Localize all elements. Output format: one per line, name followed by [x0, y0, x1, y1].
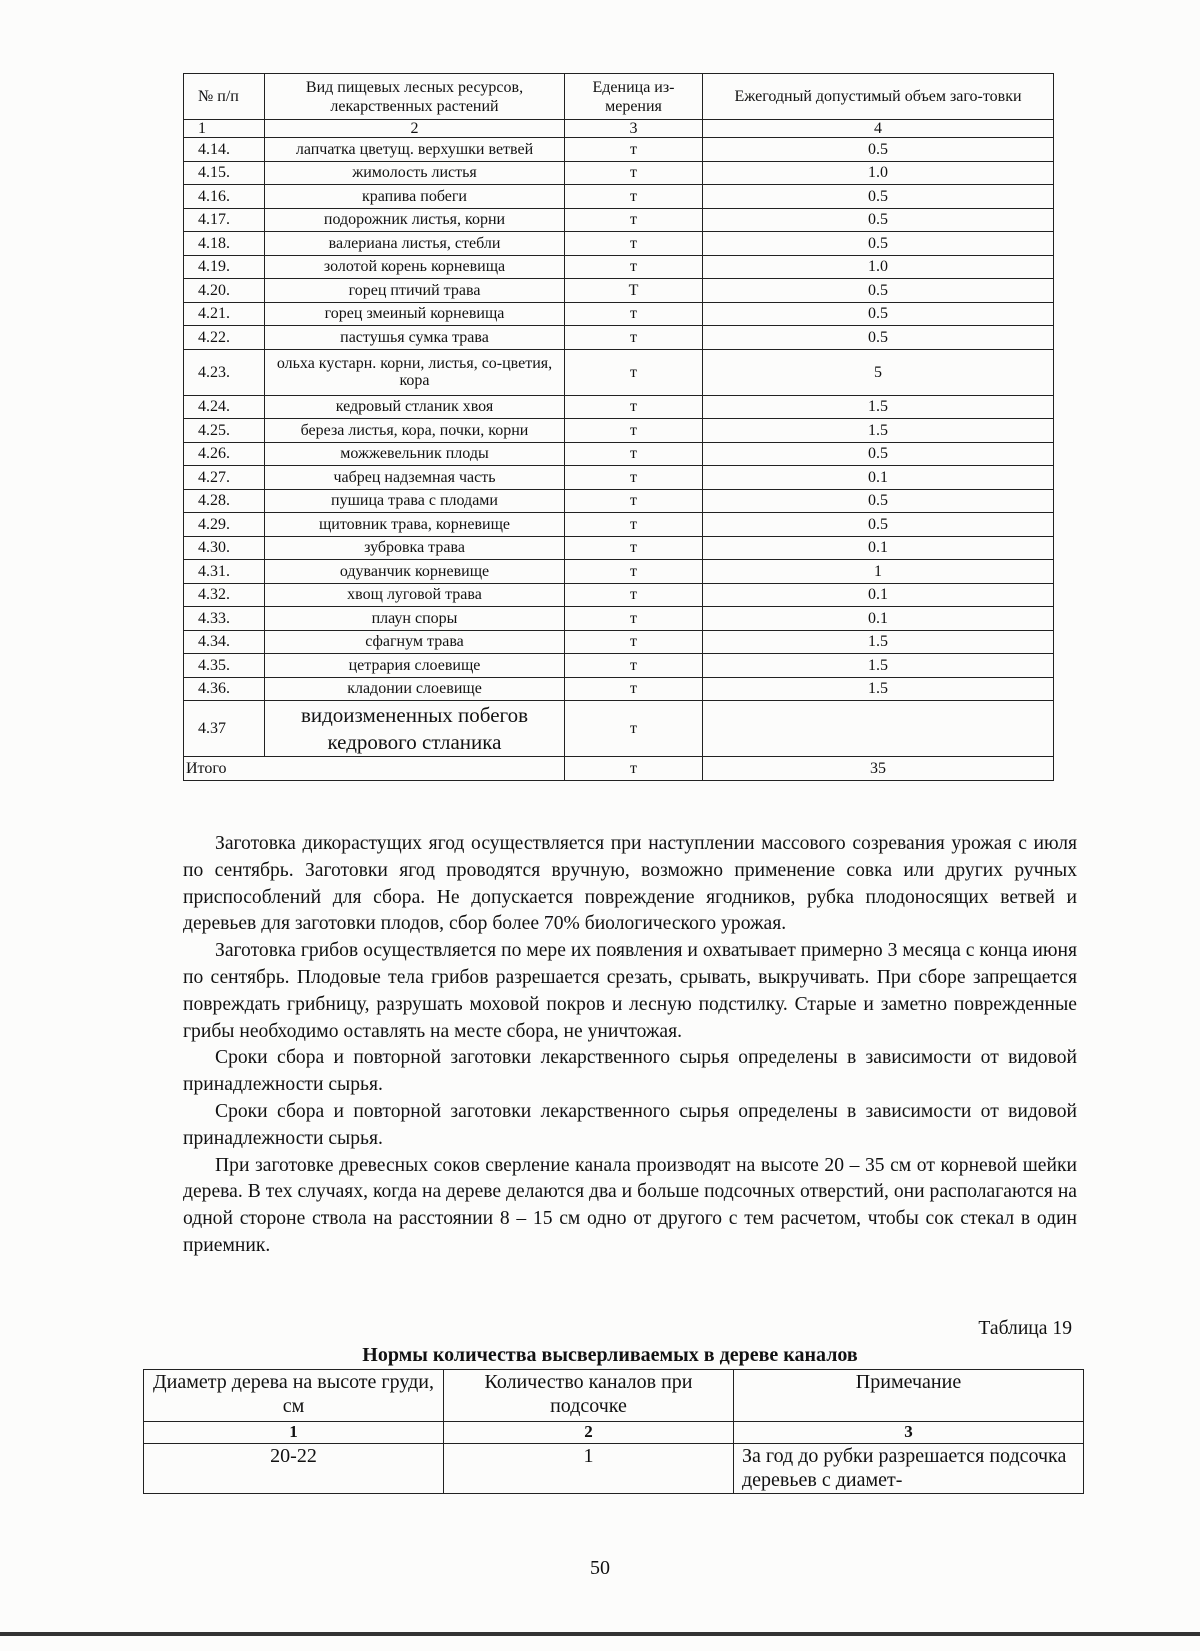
table-row: [184, 466, 1054, 490]
paragraph-medicinal-2: Сроки сбора и повторной заготовки лекарственного сырья определены в зависимости от видовой принадлежности сырья.: [183, 1100, 1077, 1149]
cell-unit: т: [565, 513, 703, 537]
column-number: 3: [565, 120, 703, 138]
cell-number: 4.27.: [184, 466, 265, 490]
cell-resource-name: зубровка трава: [265, 536, 565, 560]
paragraph-mushrooms: Заготовка грибов осуществляется по мере их появления и охватывает примерно 3 месяца с конца июня по сентябрь. Плодовые тела грибов разрешается срезать, срывать, выкручивать. При сборе запрещается повреждать грибницу, разрушать моховой покров и лесную подстилку. Старые и заметно поврежденные грибы необходимо оставлять на месте сбора, не уничтожая.: [183, 940, 1077, 1042]
cell-volume: 0.5: [703, 138, 1054, 162]
cell-unit: т: [565, 255, 703, 279]
table-row: [184, 536, 1054, 560]
cell-volume: 0.1: [703, 466, 1054, 490]
table-row: [184, 489, 1054, 513]
total-label: Итого: [184, 757, 565, 781]
cell-number: 4.22.: [184, 326, 265, 350]
cell-unit: т: [565, 583, 703, 607]
cell-resource-name: кладонии слоевище: [265, 677, 565, 701]
table-row: [184, 185, 1054, 209]
cell-volume: 0.5: [703, 442, 1054, 466]
cell-resource-name: одуванчик корневище: [265, 560, 565, 584]
cell-volume: [703, 701, 1054, 757]
cell-unit: т: [565, 185, 703, 209]
table-title: Нормы количества высверливаемых в дереве каналов: [362, 1344, 858, 1366]
cell-number: 4.18.: [184, 232, 265, 256]
cell-volume: 1.5: [703, 630, 1054, 654]
table-row: [184, 395, 1054, 419]
cell-volume: 1: [703, 560, 1054, 584]
cell-volume: 0.5: [703, 185, 1054, 209]
table-row: [184, 279, 1054, 303]
cell-unit: т: [565, 466, 703, 490]
header-unit: Еденица из-мерения: [565, 74, 703, 120]
cell-volume: 1.5: [703, 395, 1054, 419]
cell-unit: т: [565, 208, 703, 232]
channels-table: [143, 1369, 1084, 1494]
cell-number: 4.24.: [184, 395, 265, 419]
body-text: [183, 831, 1077, 1260]
cell-note: За год до рубки разрешается подсочка деревьев с диамет-: [734, 1444, 1084, 1494]
column-number-row: [144, 1422, 1084, 1444]
cell-resource-name: можжевельник плоды: [265, 442, 565, 466]
table-row: [184, 654, 1054, 678]
cell-unit: т: [565, 560, 703, 584]
cell-resource-name: чабрец надземная часть: [265, 466, 565, 490]
cell-unit: т: [565, 395, 703, 419]
header-note: Примечание: [734, 1370, 1084, 1422]
cell-resource-name: сфагнум трава: [265, 630, 565, 654]
header-number: № п/п: [184, 74, 265, 120]
cell-number: 4.26.: [184, 442, 265, 466]
table-row: [184, 677, 1054, 701]
page-number: 50: [590, 1557, 610, 1579]
table-row: [184, 161, 1054, 185]
cell-resource-name: пастушья сумка трава: [265, 326, 565, 350]
cell-unit: т: [565, 326, 703, 350]
cell-unit: т: [565, 536, 703, 560]
table-row: [184, 302, 1054, 326]
total-unit: т: [565, 757, 703, 781]
cell-resource-name: золотой корень корневища: [265, 255, 565, 279]
table-row: [184, 560, 1054, 584]
cell-number: 4.30.: [184, 536, 265, 560]
cell-volume: 1.0: [703, 161, 1054, 185]
cell-volume: 5: [703, 349, 1054, 395]
cell-volume: 1.0: [703, 255, 1054, 279]
cell-unit: т: [565, 677, 703, 701]
cell-resource-name: лапчатка цветущ. верхушки ветвей: [265, 138, 565, 162]
cell-resource-name: горец птичий трава: [265, 279, 565, 303]
cell-unit: т: [565, 630, 703, 654]
table-header-row: [144, 1370, 1084, 1422]
cell-unit: т: [565, 302, 703, 326]
table-row: [184, 349, 1054, 395]
header-diameter: Диаметр дерева на высоте груди, см: [144, 1370, 444, 1422]
cell-resource-name: крапива побеги: [265, 185, 565, 209]
table-row: [184, 701, 1054, 757]
cell-number: 4.32.: [184, 583, 265, 607]
cell-volume: 0.5: [703, 279, 1054, 303]
cell-number: 4.36.: [184, 677, 265, 701]
cell-resource-name: кедровый стланик хвоя: [265, 395, 565, 419]
cell-number: 4.21.: [184, 302, 265, 326]
table-row: [184, 232, 1054, 256]
bottom-rule: [0, 1632, 1200, 1636]
header-channel-count: Количество каналов при подсочке: [444, 1370, 734, 1422]
column-number: 1: [184, 120, 265, 138]
table-row: [184, 583, 1054, 607]
cell-resource-name: щитовник трава, корневище: [265, 513, 565, 537]
cell-number: 4.29.: [184, 513, 265, 537]
cell-unit: т: [565, 419, 703, 443]
paragraph-sap: При заготовке древесных соков сверление канала производят на высоте 20 – 35 см от корневой шейки дерева. В тех случаях, когда на дереве делаются два и больше подсочных отверстий, они располагаются на одной стороне ствола на расстоянии 8 – 15 см одно от другого с тем расчетом, чтобы сок стекал в один приемник.: [183, 1154, 1077, 1256]
cell-resource-name: пушица трава с плодами: [265, 489, 565, 513]
paragraph-medicinal-1: Сроки сбора и повторной заготовки лекарственного сырья определены в зависимости от видовой принадлежности сырья.: [183, 1047, 1077, 1096]
table-reference: Таблица 19: [978, 1318, 1072, 1339]
cell-number: 4.19.: [184, 255, 265, 279]
table-header-row: [184, 74, 1054, 120]
cell-number: 4.15.: [184, 161, 265, 185]
cell-volume: 1.5: [703, 419, 1054, 443]
cell-unit: т: [565, 654, 703, 678]
cell-resource-name: видоизмененных побегов кедрового стланика: [265, 701, 565, 757]
column-number: 2: [265, 120, 565, 138]
cell-number: 4.31.: [184, 560, 265, 584]
cell-volume: 1.5: [703, 677, 1054, 701]
cell-resource-name: ольха кустарн. корни, листья, со-цветия, кора: [265, 349, 565, 395]
cell-volume: 0.5: [703, 326, 1054, 350]
cell-number: 4.35.: [184, 654, 265, 678]
cell-volume: 0.1: [703, 607, 1054, 631]
cell-volume: 0.5: [703, 232, 1054, 256]
cell-unit: Т: [565, 279, 703, 303]
cell-resource-name: береза листья, кора, почки, корни: [265, 419, 565, 443]
resources-table: [183, 73, 1054, 781]
table-row: [144, 1444, 1084, 1494]
cell-resource-name: плаун споры: [265, 607, 565, 631]
column-number-row: [184, 120, 1054, 138]
cell-unit: т: [565, 489, 703, 513]
cell-channel-count: 1: [444, 1444, 734, 1494]
table-row: [184, 419, 1054, 443]
cell-unit: т: [565, 349, 703, 395]
cell-number: 4.25.: [184, 419, 265, 443]
total-volume: 35: [703, 757, 1054, 781]
cell-resource-name: жимолость листья: [265, 161, 565, 185]
table-row: [184, 607, 1054, 631]
header-resource: Вид пищевых лесных ресурсов, лекарственных растений: [265, 74, 565, 120]
cell-number: 4.16.: [184, 185, 265, 209]
cell-unit: т: [565, 161, 703, 185]
table-row: [184, 208, 1054, 232]
column-number: 2: [444, 1422, 734, 1444]
cell-number: 4.23.: [184, 349, 265, 395]
cell-resource-name: валериана листья, стебли: [265, 232, 565, 256]
cell-number: 4.37: [184, 701, 265, 757]
cell-resource-name: хвощ луговой трава: [265, 583, 565, 607]
cell-number: 4.20.: [184, 279, 265, 303]
cell-unit: т: [565, 701, 703, 757]
cell-number: 4.33.: [184, 607, 265, 631]
cell-unit: т: [565, 232, 703, 256]
cell-resource-name: горец змеиный корневища: [265, 302, 565, 326]
cell-volume: 1.5: [703, 654, 1054, 678]
column-number: 3: [734, 1422, 1084, 1444]
cell-volume: 0.5: [703, 489, 1054, 513]
cell-volume: 0.1: [703, 536, 1054, 560]
table-row: [184, 255, 1054, 279]
paragraph-berries: Заготовка дикорастущих ягод осуществляется при наступлении массового созревания урожая с июля по сентябрь. Заготовки ягод проводятся вручную, возможно применение совка или других ручных приспособлений для сбора. Не допускается повреждение ягодников, рубка плодоносящих ветвей и деревьев для заготовки плодов, сбор более 70% биологического урожая.: [183, 833, 1077, 935]
column-number: 4: [703, 120, 1054, 138]
cell-volume: 0.5: [703, 208, 1054, 232]
cell-volume: 0.1: [703, 583, 1054, 607]
table-row: [184, 630, 1054, 654]
cell-unit: т: [565, 138, 703, 162]
cell-number: 4.14.: [184, 138, 265, 162]
cell-diameter: 20-22: [144, 1444, 444, 1494]
table-row: [184, 326, 1054, 350]
header-volume: Ежегодный допустимый объем заго-товки: [703, 74, 1054, 120]
cell-number: 4.28.: [184, 489, 265, 513]
cell-volume: 0.5: [703, 513, 1054, 537]
cell-unit: т: [565, 607, 703, 631]
cell-resource-name: подорожник листья, корни: [265, 208, 565, 232]
cell-resource-name: цетрария слоевище: [265, 654, 565, 678]
total-row: [184, 757, 1054, 781]
cell-volume: 0.5: [703, 302, 1054, 326]
table-row: [184, 513, 1054, 537]
cell-number: 4.17.: [184, 208, 265, 232]
cell-number: 4.34.: [184, 630, 265, 654]
table-row: [184, 442, 1054, 466]
cell-unit: т: [565, 442, 703, 466]
column-number: 1: [144, 1422, 444, 1444]
table-row: [184, 138, 1054, 162]
